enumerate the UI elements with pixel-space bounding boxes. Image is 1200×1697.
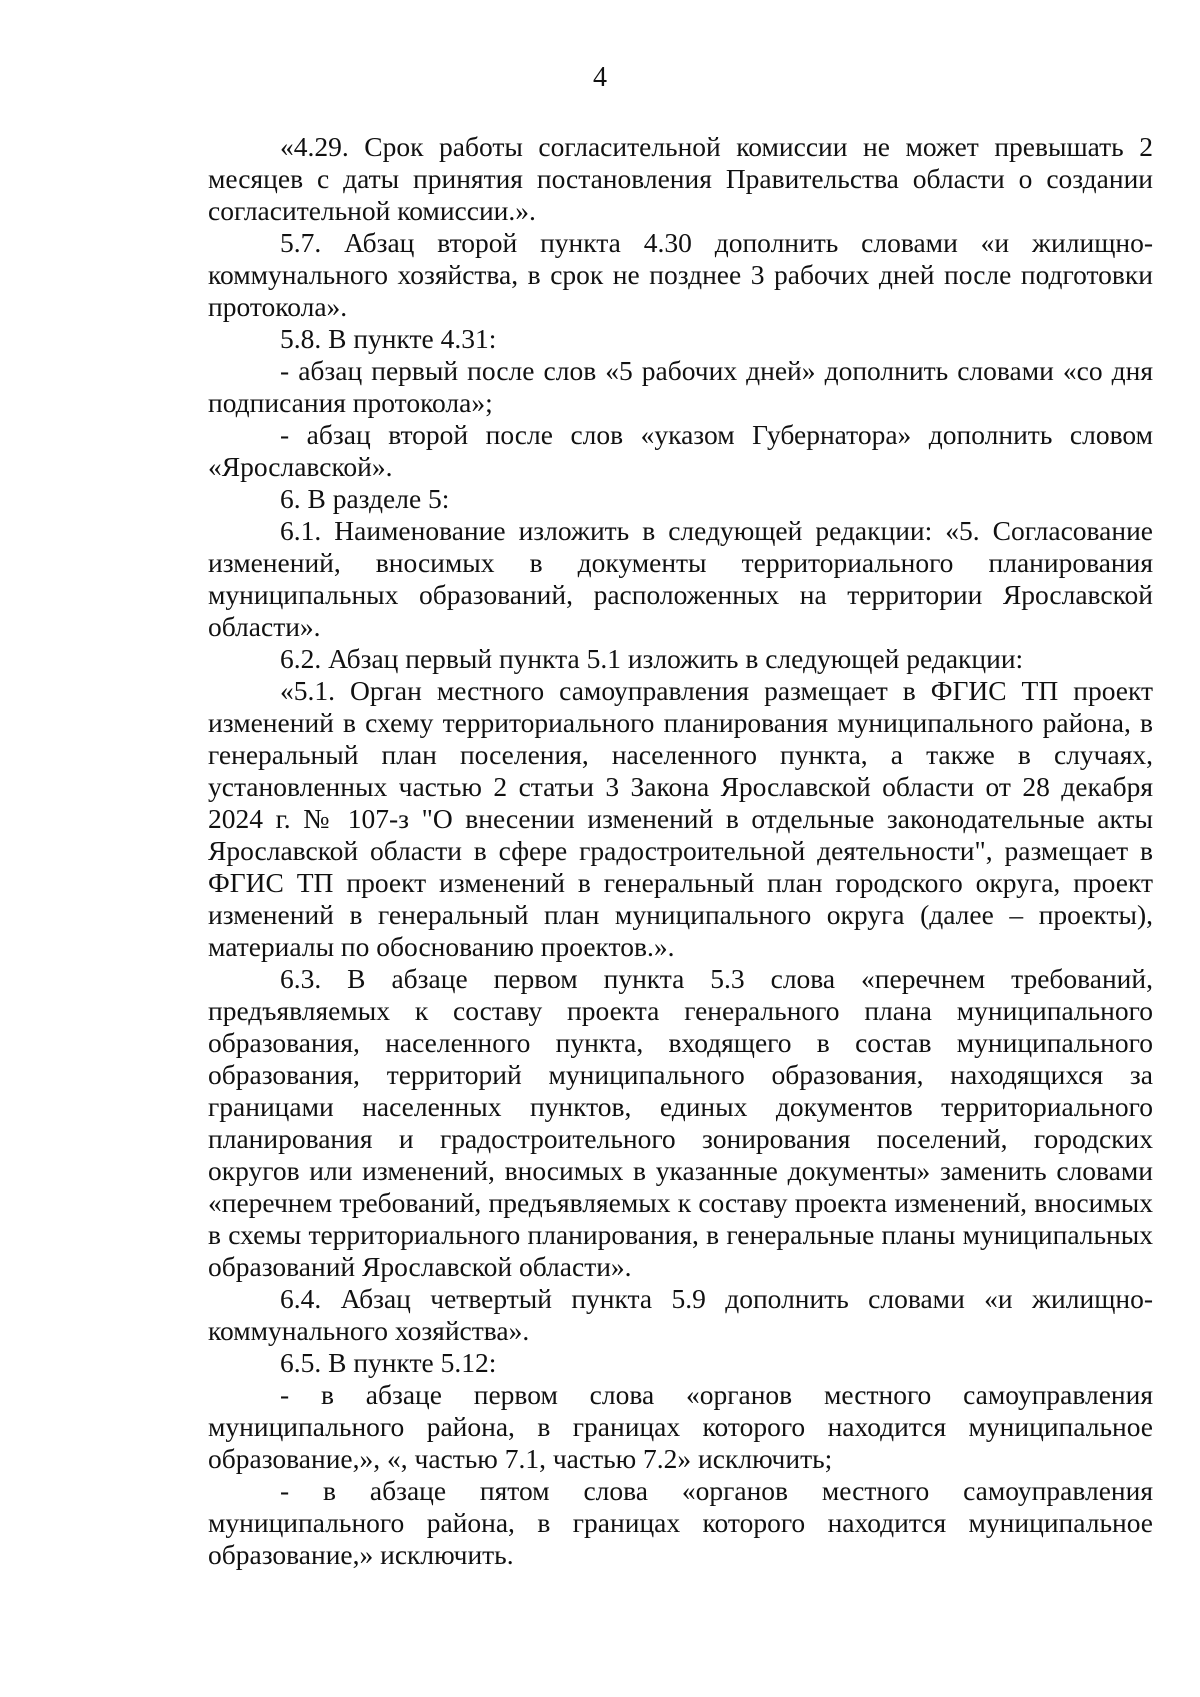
page-number: 4 — [593, 62, 607, 93]
paragraph-6-5-item-2: - в абзаце пятом слова «органов местного самоуправления муниципального района, в границах которого находится муниципальное образование,» исключить. — [208, 1475, 1153, 1570]
paragraph-6-3: 6.3. В абзаце первом пункта 5.3 слова «перечнем требований, предъявляемых к составу проекта генерального плана муниципального образования, населенного пункта, входящего в состав муниципального образования, территорий муниципального образования, находящихся за границами населенных пунктов, единых документов территориального планирования и градостроительного зонирования поселений, городских округов или изменений, вносимых в указанные документы» заменить словами «перечнем требований, предъявляемых к составу проекта изменений, вносимых в схемы территориального планирования, в генеральные планы муниципальных образований Ярославской области». — [208, 963, 1153, 1282]
paragraph-6-4: 6.4. Абзац четвертый пункта 5.9 дополнить словами «и жилищно-коммунального хозяйства». — [208, 1283, 1153, 1346]
paragraph-4-29: «4.29. Срок работы согласительной комиссии не может превышать 2 месяцев с даты принятия постановления Правительства области о создании согласительной комиссии.». — [208, 131, 1153, 226]
paragraph-5-8-item-1: - абзац первый после слов «5 рабочих дней» дополнить словами «со дня подписания протокола»; — [208, 355, 1153, 418]
paragraph-6: 6. В разделе 5: — [280, 483, 450, 514]
paragraph-6-5: 6.5. В пункте 5.12: — [280, 1347, 497, 1378]
paragraph-5-1-quote: «5.1. Орган местного самоуправления размещает в ФГИС ТП проект изменений в схему территориального планирования муниципального района, в генеральный план поселения, населенного пункта, а также в случаях, установленных частью 2 статьи 3 Закона Ярославской области от 28 декабря 2024 г. № 107-з "О внесении изменений в отдельные законодательные акты Ярославской области в сфере градостроительной деятельности", размещает в ФГИС ТП проект изменений в генеральный план городского округа, проект изменений в генеральный план муниципального округа (далее – проекты), материалы по обоснованию проектов.». — [208, 675, 1153, 962]
document-body — [208, 131, 1153, 1571]
paragraph-5-7: 5.7. Абзац второй пункта 4.30 дополнить словами «и жилищно-коммунального хозяйства, в срок не позднее 3 рабочих дней после подготовки протокола». — [208, 227, 1153, 322]
paragraph-5-8-item-2: - абзац второй после слов «указом Губернатора» дополнить словом «Ярославской». — [208, 419, 1153, 482]
paragraph-6-5-item-1: - в абзаце первом слова «органов местного самоуправления муниципального района, в границах которого находится муниципальное образование,», «, частью 7.1, частью 7.2» исключить; — [208, 1379, 1153, 1474]
paragraph-6-1: 6.1. Наименование изложить в следующей редакции: «5. Согласование изменений, вносимых в документы территориального планирования муниципальных образований, расположенных на территории Ярославской области». — [208, 515, 1153, 642]
paragraph-6-2: 6.2. Абзац первый пункта 5.1 изложить в следующей редакции: — [280, 643, 1024, 674]
paragraph-5-8: 5.8. В пункте 4.31: — [280, 323, 497, 354]
